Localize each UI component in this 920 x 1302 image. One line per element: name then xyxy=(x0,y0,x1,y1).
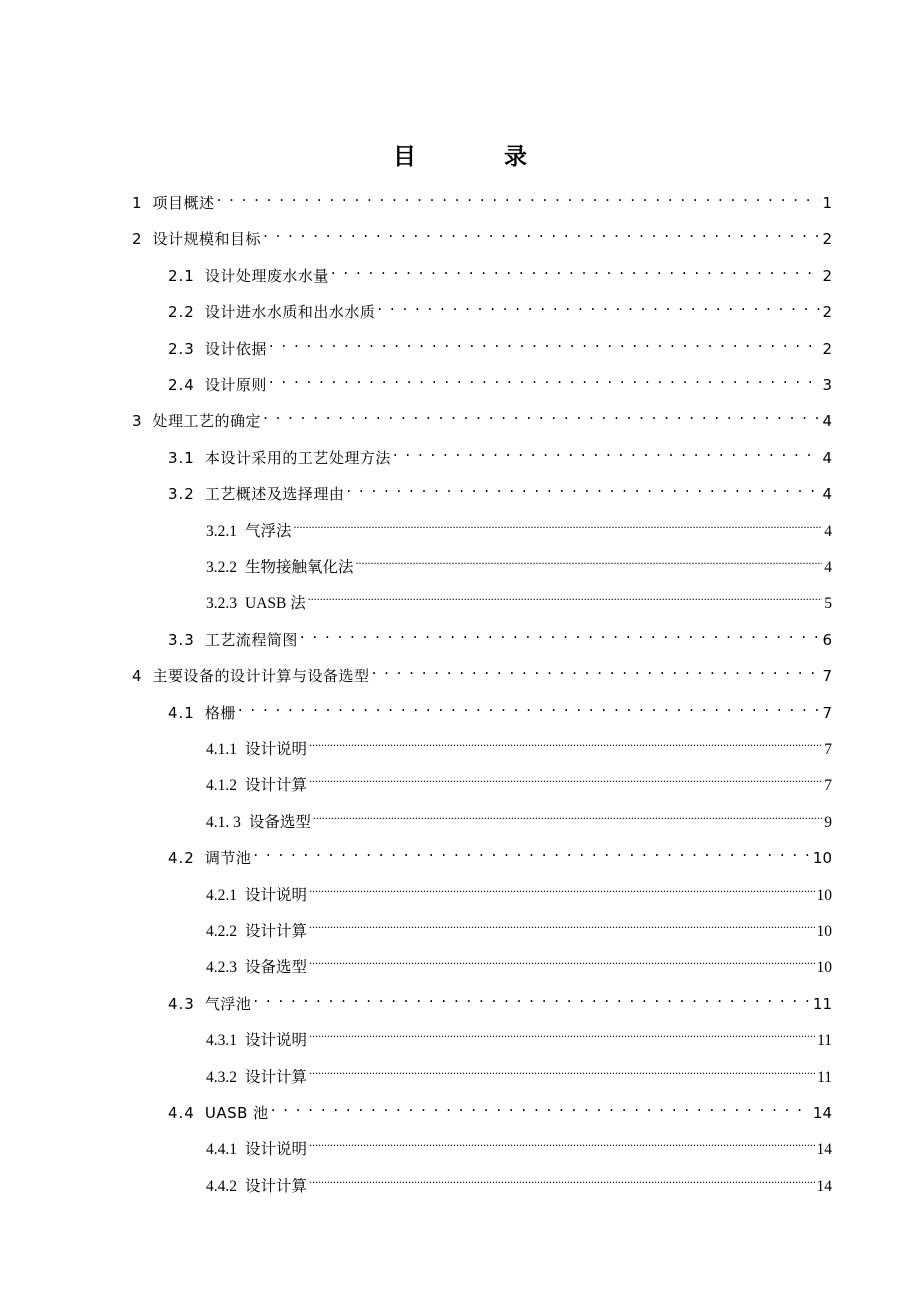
toc-entry-label: UASB 法 xyxy=(245,595,306,613)
toc-entry-number: 1 xyxy=(132,194,143,212)
toc-entry-page-number: 2 xyxy=(822,339,832,358)
toc-dot-leader xyxy=(294,512,823,536)
toc-dot-leader xyxy=(238,694,821,718)
toc-entry-label: 设计说明 xyxy=(245,1032,308,1050)
toc-entry-page-number: 10 xyxy=(812,849,832,868)
toc-entry-number: 4 xyxy=(132,667,143,686)
toc-entry-number: 4.2.2 xyxy=(206,923,237,940)
toc-entry-label: 设计说明 xyxy=(245,886,308,904)
toc-entry-page-number: 2 xyxy=(822,230,832,249)
toc-entry-number: 3.3 xyxy=(168,630,195,649)
toc-entry-level-3[interactable] xyxy=(206,1130,832,1159)
toc-dot-leader xyxy=(300,621,821,645)
toc-entry-page-number: 7 xyxy=(824,741,832,758)
toc-entry-label: 设计规模和目标 xyxy=(152,230,262,249)
toc-entry-label: 设计进水水质和出水水质 xyxy=(204,303,376,322)
toc-dot-leader xyxy=(253,985,811,1009)
toc-entry-page-number: 14 xyxy=(812,1104,832,1122)
toc-entry-level-1[interactable] xyxy=(132,657,832,686)
toc-entry-level-3[interactable] xyxy=(206,803,832,831)
toc-entry-level-3[interactable] xyxy=(206,766,832,795)
toc-entry-level-3[interactable] xyxy=(206,730,832,758)
toc-entry-number: 4.1.1 xyxy=(206,741,237,758)
toc-dot-leader xyxy=(269,330,821,354)
toc-entry-label: 本设计采用的工艺处理方法 xyxy=(204,448,391,467)
toc-title-char-2: 录 xyxy=(504,144,527,170)
toc-entry-page-number: 10 xyxy=(816,923,832,940)
toc-dot-leader xyxy=(309,1021,815,1045)
toc-entry-number: 4.2 xyxy=(168,849,195,868)
toc-entry-page-number: 11 xyxy=(817,1032,832,1050)
toc-dot-leader xyxy=(309,912,814,936)
toc-entry-page-number: 1 xyxy=(822,194,832,212)
toc-entry-label: 设计说明 xyxy=(245,741,308,758)
toc-entry-page-number: 3 xyxy=(822,376,832,394)
toc-entry-number: 4.2.1 xyxy=(206,886,237,904)
toc-entry-label: 设计计算 xyxy=(245,777,308,795)
toc-entry-level-2[interactable] xyxy=(168,330,832,358)
toc-entry-number: 3.2.3 xyxy=(206,595,237,613)
toc-entry-level-2[interactable] xyxy=(168,839,832,868)
toc-entry-number: 4.4.2 xyxy=(206,1177,237,1195)
toc-entry-level-3[interactable] xyxy=(206,548,832,576)
toc-entry-level-3[interactable] xyxy=(206,876,832,904)
toc-entry-page-number: 4 xyxy=(822,412,832,431)
toc-entry-number: 2.3 xyxy=(168,339,195,358)
toc-dot-leader xyxy=(309,1167,814,1191)
toc-entry-level-3[interactable] xyxy=(206,948,832,977)
toc-dot-leader xyxy=(309,948,814,972)
toc-entry-page-number: 10 xyxy=(816,886,832,904)
toc-entry-number: 3.1 xyxy=(168,448,195,467)
toc-dot-leader xyxy=(263,220,820,244)
toc-dot-leader xyxy=(309,766,822,790)
toc-entry-level-1[interactable] xyxy=(132,402,832,431)
toc-dot-leader xyxy=(372,657,821,681)
toc-dot-leader xyxy=(269,366,821,390)
toc-entry-page-number: 11 xyxy=(817,1068,832,1086)
toc-dot-leader xyxy=(309,1130,814,1154)
toc-entry-page-number: 7 xyxy=(824,777,832,795)
toc-entry-label: 格栅 xyxy=(204,703,236,722)
toc-dot-leader xyxy=(309,876,814,900)
toc-entry-page-number: 7 xyxy=(822,667,832,686)
toc-entry-level-2[interactable] xyxy=(168,257,832,285)
toc-entry-label: 设计计算 xyxy=(245,1068,308,1086)
toc-entry-number: 3.2.2 xyxy=(206,559,237,576)
toc-entry-level-2[interactable] xyxy=(168,1094,832,1122)
toc-entry-level-3[interactable] xyxy=(206,584,832,613)
toc-entry-label: 设计原则 xyxy=(204,376,267,394)
toc-entry-label: 设计依据 xyxy=(204,339,267,358)
toc-title-char-1: 目 xyxy=(393,144,416,170)
toc-dot-leader xyxy=(331,257,821,281)
toc-entry-page-number: 14 xyxy=(816,1177,832,1195)
toc-dot-leader xyxy=(313,803,822,827)
toc-entry-level-3[interactable] xyxy=(206,1167,832,1195)
toc-entry-page-number: 2 xyxy=(822,303,832,322)
toc-entry-label: 设备选型 xyxy=(248,813,311,831)
toc-entry-level-2[interactable] xyxy=(168,439,832,467)
toc-entry-page-number: 5 xyxy=(824,595,832,613)
toc-dot-leader xyxy=(271,1094,811,1118)
toc-entry-label: 调节池 xyxy=(204,849,252,868)
toc-entry-page-number: 4 xyxy=(824,559,832,576)
toc-entry-label: 设备选型 xyxy=(245,959,308,977)
toc-dot-leader xyxy=(217,184,821,208)
toc-entry-label: 处理工艺的确定 xyxy=(152,412,262,431)
toc-dot-leader xyxy=(346,475,820,499)
toc-entry-number: 3 xyxy=(132,412,143,431)
toc-entry-label: 工艺流程简图 xyxy=(204,630,298,649)
toc-entry-label: 气浮法 xyxy=(245,522,292,540)
toc-entry-number: 4.3 xyxy=(168,994,195,1013)
toc-entry-label: 工艺概述及选择理由 xyxy=(204,485,345,504)
toc-entry-level-2[interactable] xyxy=(168,366,832,394)
toc-entry-number: 4.3.2 xyxy=(206,1068,237,1086)
toc-entry-number: 3.2 xyxy=(168,485,195,504)
toc-entry-number: 2 xyxy=(132,230,143,249)
toc-entry-page-number: 4 xyxy=(822,485,832,504)
toc-entry-number: 2.1 xyxy=(168,266,195,285)
toc-entry-page-number: 2 xyxy=(822,266,832,285)
toc-entry-label: 主要设备的设计计算与设备选型 xyxy=(152,667,370,686)
toc-entry-number: 4.2.3 xyxy=(206,959,237,977)
toc-entry-label: 设计处理废水水量 xyxy=(204,266,329,285)
toc-entry-page-number: 10 xyxy=(816,959,832,977)
toc-entry-level-2[interactable] xyxy=(168,293,832,322)
toc-entry-number: 4.1.2 xyxy=(206,777,237,795)
toc-entry-page-number: 4 xyxy=(824,522,832,540)
toc-entry-label: 生物接触氧化法 xyxy=(245,559,354,576)
toc-entry-number: 2.2 xyxy=(168,303,195,322)
toc-entry-number: 4.3.1 xyxy=(206,1032,237,1050)
toc-entry-level-2[interactable] xyxy=(168,475,832,504)
toc-entry-level-2[interactable] xyxy=(168,621,832,649)
toc-entry-page-number: 4 xyxy=(822,448,832,467)
toc-title xyxy=(0,142,920,172)
toc-entry-level-3[interactable] xyxy=(206,912,832,940)
toc-entry-label: 设计计算 xyxy=(245,1177,308,1195)
toc-entry-number: 2.4 xyxy=(168,376,195,394)
toc-entry-level-3[interactable] xyxy=(206,1021,832,1050)
toc-dot-leader xyxy=(308,584,823,608)
toc-entry-page-number: 11 xyxy=(812,994,832,1013)
toc-entry-page-number: 9 xyxy=(824,813,832,831)
toc-dot-leader xyxy=(253,839,811,863)
toc-entry-level-3[interactable] xyxy=(206,1058,832,1086)
toc-entry-page-number: 14 xyxy=(816,1141,832,1159)
toc-dot-leader xyxy=(377,293,820,317)
toc-entry-level-3[interactable] xyxy=(206,512,832,540)
toc-entry-number: 3.2.1 xyxy=(206,522,237,540)
toc-entry-label: 设计计算 xyxy=(245,923,308,940)
toc-entry-number: 4.1. 3 xyxy=(206,813,241,831)
toc-entry-label: 项目概述 xyxy=(152,194,215,212)
toc-entry-level-2[interactable] xyxy=(168,985,832,1013)
toc-entry-level-2[interactable] xyxy=(168,694,832,722)
toc-dot-leader xyxy=(393,439,821,463)
toc-entry-label: UASB 池 xyxy=(204,1104,269,1122)
toc-dot-leader xyxy=(309,730,822,754)
toc-entry-level-1[interactable] xyxy=(132,220,832,249)
toc-entry-number: 4.4.1 xyxy=(206,1141,237,1159)
toc-dot-leader xyxy=(356,548,823,572)
toc-dot-leader xyxy=(309,1058,815,1082)
toc-dot-leader xyxy=(263,402,820,426)
toc-entry-number: 4.4 xyxy=(168,1104,195,1122)
toc-entry-label: 气浮池 xyxy=(204,994,252,1013)
toc-entry-level-1[interactable] xyxy=(132,184,832,212)
toc-entry-number: 4.1 xyxy=(168,703,195,722)
toc-entry-page-number: 7 xyxy=(822,703,832,722)
toc-entry-label: 设计说明 xyxy=(245,1141,308,1159)
toc-entry-page-number: 6 xyxy=(822,630,832,649)
